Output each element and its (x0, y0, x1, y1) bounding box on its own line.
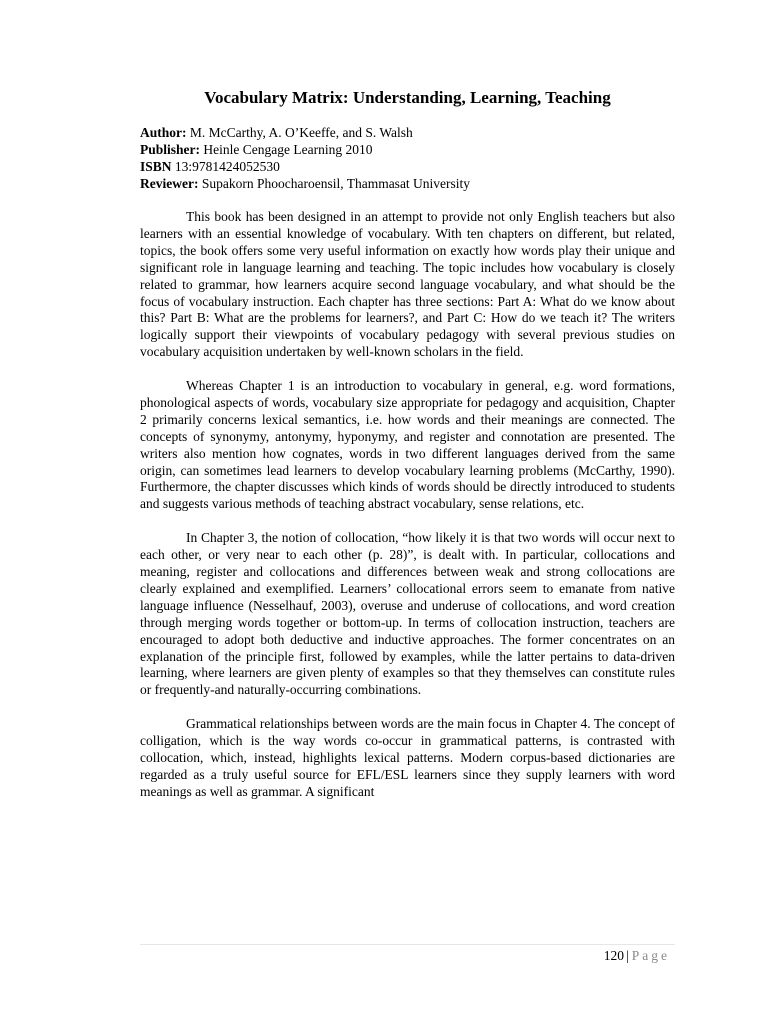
footer-divider (140, 944, 675, 945)
page-separator: | (626, 948, 629, 963)
isbn-line (140, 158, 675, 175)
paragraph-chapter-4: Grammatical relationships between words are the main focus in Chapter 4. The concept of colligation, which is the way words co-occur in grammatical patterns, is contrasted with collocation, which, instead, highlights lexical patterns. Modern corpus-based dictionaries are regarded as a truly useful source for EFL/ESL learners since they supply learners with word meanings as well as grammar. A significant (140, 716, 675, 799)
author-label: Author: (140, 125, 187, 140)
publisher-value: Heinle Cengage Learning 2010 (203, 142, 373, 157)
page-footer (604, 947, 670, 964)
bibliographic-info (140, 124, 675, 192)
paragraph-chapters-1-2: Whereas Chapter 1 is an introduction to vocabulary in general, e.g. word formations, phonological aspects of words, vocabulary size appropriate for pedagogy and acquisition, Chapter 2 primarily concerns lexical semantics, i.e. how words and their meanings are connected. The concepts of synonymy, antonymy, hyponymy, and register and connotation are presented. The writers also mention how cognates, words in two different languages derived from the same origin, can sometimes lead learners to develop vocabulary learning problems (McCarthy, 1990). Furthermore, the chapter discusses which kinds of words should be directly introduced to students and suggests various methods of teaching abstract vocabulary, sense relations, etc. (140, 378, 675, 512)
review-body (140, 209, 675, 818)
page-title: Vocabulary Matrix: Understanding, Learning, Teaching (204, 88, 611, 107)
author-value: M. McCarthy, A. O’Keeffe, and S. Walsh (189, 125, 413, 140)
page-word: Page (631, 948, 670, 963)
paragraph-chapter-3: In Chapter 3, the notion of collocation, “how likely it is that two words will occur next to each other, or very near to each other (p. 28)”, is dealt with. In particular, collocations and meaning, register and collocations and differences between weak and strong collocations are clearly explained and exemplified. Learners’ collocational errors seem to emanate from native language influence (Nesselhauf, 2003), overuse and underuse of collocations, and word creation through merging words together or bottom-up. In terms of collocation instruction, teachers are encouraged to adopt both deductive and inductive approaches. The former concentrates on an explanation of the principle first, followed by examples, while the latter pertains to data-driven learning, where learners are given plenty of examples so that they themselves can constitute rules or frequently-and naturally-occurring combinations. (140, 530, 675, 698)
page-number: 120 (603, 948, 625, 963)
publisher-line (140, 141, 675, 158)
isbn-label: ISBN (140, 159, 172, 174)
author-line (140, 124, 675, 141)
reviewer-label: Reviewer: (140, 176, 199, 191)
paragraph-intro: This book has been designed in an attempt to provide not only English teachers but also learners with an essential knowledge of vocabulary. With ten chapters on different, but related, topics, the book offers some very useful information on exactly how words play their unique and significant role in language learning and teaching. The topic includes how vocabulary is closely related to grammar, how learners acquire second language vocabulary, and what should be the focus of vocabulary instruction. Each chapter has three sections: Part A: What do we know about this? Part B: What are the problems for learners?, and Part C: How do we teach it? The writers logically support their viewpoints of vocabulary pedagogy with several previous studies on vocabulary acquisition undertaken by well-known scholars in the field. (140, 209, 675, 360)
isbn-value: 13:9781424052530 (174, 159, 280, 174)
publisher-label: Publisher: (140, 142, 201, 157)
reviewer-line (140, 175, 675, 192)
reviewer-value: Supakorn Phoocharoensil, Thammasat University (201, 176, 471, 191)
